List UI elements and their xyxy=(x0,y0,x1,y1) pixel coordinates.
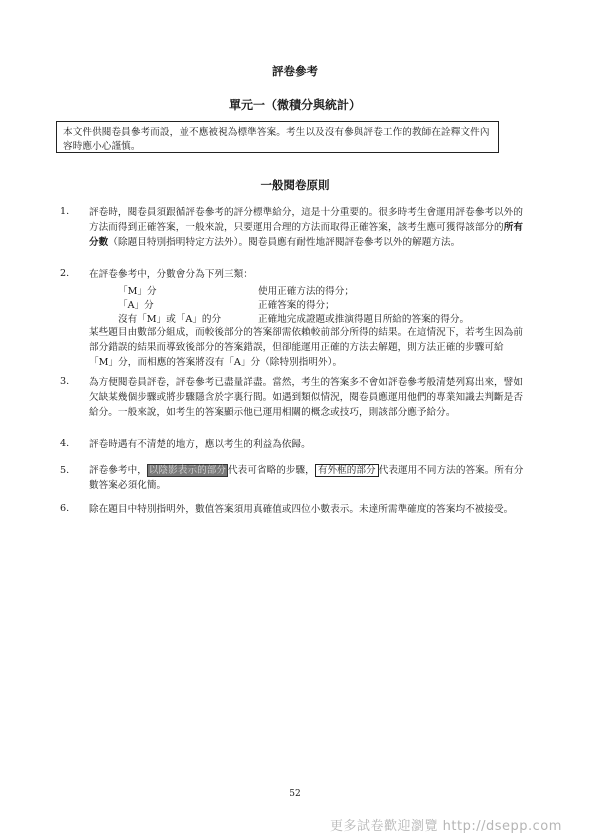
item-text: （除題目特別指明特定方法外）。閱卷員應有耐性地評閱評卷參考以外的解題方法。 xyxy=(108,237,461,248)
item-number: 1. xyxy=(60,206,70,217)
item-number: 3. xyxy=(60,376,70,387)
unit-title: 單元一（微積分與統計） xyxy=(228,98,361,112)
item-text: 評卷時，閱卷員須跟循評卷參考的評分標準給分，這是十分重要的。很多時考生會運用評卷參考以外的方法而得到正確答案，一般來說，只要運用合理的方法而取得正確答案，該考生應可獲得該部分的 xyxy=(89,207,523,233)
list-item-3: 為方便閱卷員評卷，評卷參考已盡量詳盡。當然，考生的答案多不會如評卷參考般清楚列寫出來，譬如欠缺某幾個步驟或將步驟隱含於字裏行間。如遇到類似情況，閱卷員應運用他們的專業知識去判斷是否給分。一般來說，如考生的答案顯示他已運用相關的概念或技巧，則該部分應予給分。 xyxy=(89,377,523,418)
item-number: 2. xyxy=(60,268,70,279)
category-desc: 正確地完成證題或推演得題目所給的答案的得分。 xyxy=(258,314,470,325)
shaded-example: 以陰影表示的部分 xyxy=(148,465,227,476)
page-number: 52 xyxy=(289,789,301,799)
list-item-5 xyxy=(89,463,524,493)
list-item-6: 除在題目中特別指明外，數值答案須用真確值或四位小數表示。未達所需準確度的答案均不被接受。 xyxy=(89,504,514,515)
item-emphasis: 所有分數 xyxy=(89,222,523,248)
category-label: 「M」分 xyxy=(118,286,157,297)
item-text: 代表運用不同方法的答案。所有分數答案必須化簡。 xyxy=(89,465,524,491)
item-number: 6. xyxy=(60,503,70,514)
item-text: 代表可省略的步驟， xyxy=(228,465,315,476)
item-text: 評卷參考中， xyxy=(89,465,147,476)
disclaimer-box: 本文件供閱卷員參考而設，並不應被視為標準答案。考生以及沒有參與評卷工作的教師在詮釋文件內容時應小心謹慎。 xyxy=(56,121,499,153)
category-desc: 正確答案的得分； xyxy=(258,300,335,311)
list-item-1 xyxy=(89,205,524,250)
section-title: 一般閱卷原則 xyxy=(260,178,330,192)
watermark: 更多試卷歡迎瀏覽 http://dsepp.com xyxy=(330,819,562,834)
item-number: 4. xyxy=(60,438,70,449)
category-label: 「A」分 xyxy=(118,300,154,311)
list-item-2-text: 某些題目由數部分組成，而較後部分的答案卻需依賴較前部分所得的結果。在這情況下，若考生因為前部分錯誤的結果而導致後部分的答案錯誤，但卻能運用正確的方法去解題，則方法正確的步驟可給「M」分，而相應的答案將沒有「A」分（除特別指明外）。 xyxy=(89,327,523,368)
category-label: 沒有「M」或「A」的分 xyxy=(118,314,222,325)
list-item-4: 評卷時遇有不清楚的地方，應以考生的利益為依歸。 xyxy=(89,439,311,450)
category-desc: 使用正確方法的得分； xyxy=(258,286,354,297)
document-title: 評卷參考 xyxy=(272,64,318,78)
item-number: 5. xyxy=(60,465,70,476)
boxed-example: 有外框的部分 xyxy=(315,464,379,477)
list-item-2-intro: 在評卷參考中，分數會分為下列三類： xyxy=(89,269,253,280)
